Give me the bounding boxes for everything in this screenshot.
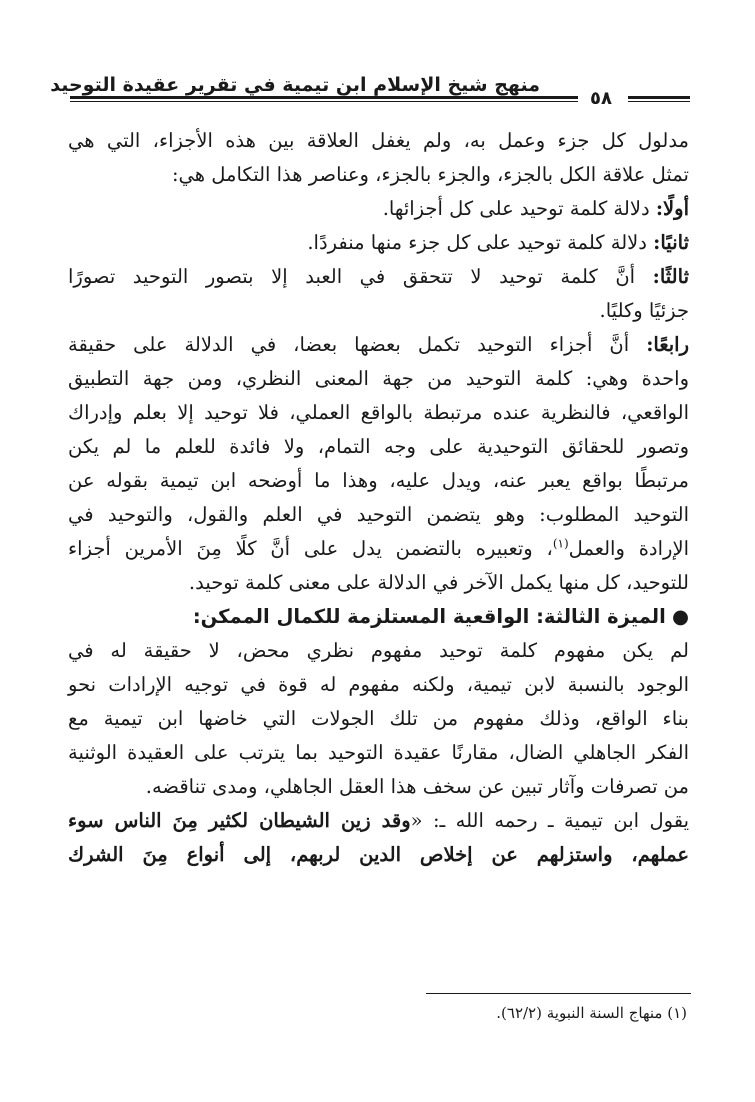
list-item-fourth (68, 328, 689, 362)
list-label: رابعًا: (646, 333, 689, 356)
text-fragment: الإرادة والعمل (568, 537, 689, 560)
text-line: واحدة وهي: كلمة التوحيد من جهة المعنى النظري، ومن جهة التطبيق (68, 367, 689, 390)
header-rule-left (628, 96, 690, 99)
list-text: أنَّ أجزاء التوحيد تكمل بعضها بعضا، في الدلالة على حقيقة (68, 333, 630, 356)
text-line: مدلول كل جزء وعمل به، ولم يغفل العلاقة بين هذه الأجزاء، التي هي (68, 129, 689, 152)
text-line: الفكر الجاهلي الضال، مقارنًا عقيدة التوحيد بما يترتب على العقيدة الوثنية (68, 741, 689, 764)
list-item-third (68, 260, 689, 294)
header-rule-main (70, 96, 578, 99)
footnote-separator (426, 993, 691, 994)
quote-text: وقد زين الشيطان لكثير مِنَ الناس سوء (68, 809, 411, 832)
bullet-icon: ● (671, 605, 689, 628)
quote-intro: يقول ابن تيمية ـ رحمه الله ـ: « (410, 809, 689, 832)
quote-line: عملهم، واستزلهم عن إخلاص الدين لربهم، إلى أنواع مِنَ الشرك (68, 843, 689, 866)
text-line: تمثل علاقة الكل بالجزء، والجزء بالجزء، وعناصر هذا التكامل هي: (171, 163, 689, 186)
text-line: مرتبطًا بواقع يعبر عنه، ويدل عليه، وهذا ما أوضحه ابن تيمية بقوله عن (68, 469, 689, 492)
text-fragment: ، وتعبيره بالتضمن يدل على أنَّ كلًا مِنَ الأمرين أجزاء (68, 537, 553, 560)
text-line: للتوحيد، كل منها يكمل الآخر في الدلالة على معنى كلمة توحيد. (188, 571, 689, 594)
section-heading (68, 600, 689, 634)
list-text: أنَّ كلمة توحيد لا تتحقق في العبد إلا بتصور التوحيد تصورًا (68, 265, 636, 288)
text-line: التوحيد المطلوب: وهو يتضمن التوحيد في العلم والقول، والتوحيد في (68, 503, 689, 526)
section-heading-text: الميزة الثالثة: الواقعية المستلزمة للكمال الممكن: (192, 605, 666, 628)
list-label: ثانيًا: (653, 231, 689, 254)
header-rule-main-thin (70, 101, 578, 102)
text-line: وتصور للحقائق التوحيدية على وجه التمام، ولا فائدة للعلم ما لم يكن (68, 435, 689, 458)
footnote-reference: (١) (552, 536, 569, 551)
text-line: بناء الواقع، وذلك مفهوم من تلك الجولات التي خاضها ابن تيمية مع (68, 707, 689, 730)
main-text (68, 124, 689, 872)
list-text: دلالة كلمة توحيد على كل جزء منها منفردًا. (307, 231, 647, 254)
list-text: دلالة كلمة توحيد على كل أجزائها. (382, 197, 650, 220)
text-line-with-footnote-ref (68, 532, 689, 566)
text-line: من تصرفات وآثار تبين عن سخف هذا العقل الجاهلي، ومدى تناقضه. (145, 775, 689, 798)
footnote: (١) منهاج السنة النبوية (٦٢/٢). (496, 1004, 687, 1022)
running-header-title: منهج شيخ الإسلام ابن تيمية في تقرير عقيدة التوحيد (50, 74, 540, 96)
quote-line (68, 804, 689, 838)
text-line: الوجود بالنسبة لابن تيمية، ولكنه مفهوم له قوة في توجيه الإرادات نحو (68, 673, 689, 696)
text-line: لم يكن مفهوم كلمة توحيد مفهوم نظري محض، لا حقيقة له في (68, 639, 689, 662)
list-label: أولًا: (655, 197, 689, 220)
list-item-first (68, 192, 689, 226)
header-rule-left-thin (628, 101, 690, 102)
list-item-second (68, 226, 689, 260)
list-label: ثالثًا: (652, 265, 689, 288)
page-number: ٥٨ (590, 88, 612, 109)
text-line: جزئيًا وكليًا. (599, 299, 689, 322)
text-line: الواقعي، فالنظرية عنده مرتبطة بالواقع العملي، فلا توحيد إلا بعلم وإدراك (68, 401, 689, 424)
